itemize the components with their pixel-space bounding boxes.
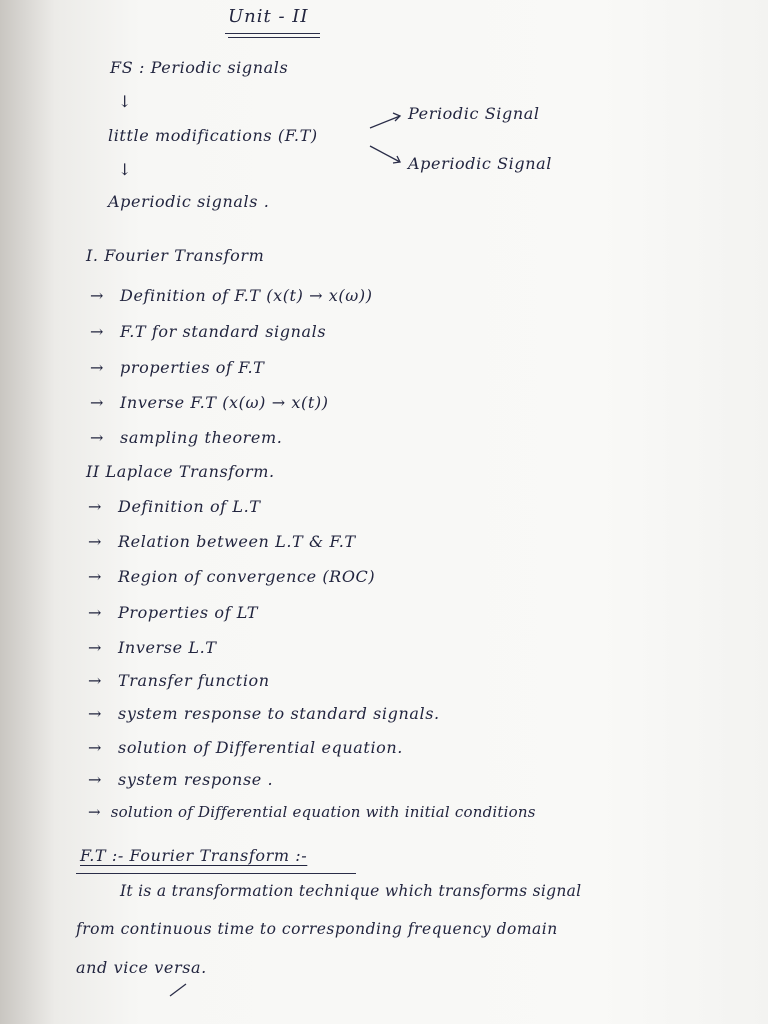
down-arrow-icon: ↓ [118, 92, 133, 111]
section-1-item: → sampling theorem. [90, 428, 283, 447]
arrow-right-icon: → [88, 704, 103, 723]
intro-line-2: little modifications (F.T) [108, 126, 318, 145]
down-arrow-icon-2: ↓ [118, 160, 133, 179]
section-1-item: → properties of F.T [90, 358, 265, 377]
arrow-right-icon: → [88, 603, 103, 622]
section-2-item: → Region of convergence (ROC) [88, 567, 376, 586]
arrow-right-icon: → [88, 638, 103, 657]
section-2-item: → Properties of LT [88, 603, 258, 622]
arrow-right-icon: → [88, 567, 103, 586]
intro-line-3: Aperiodic signals . [108, 192, 270, 211]
section-2-item: → system response . [88, 770, 274, 789]
arrow-right-icon: → [88, 738, 103, 757]
section-1-item: → F.T for standard signals [90, 322, 327, 341]
definition-heading: F.T :- Fourier Transform :- [80, 846, 308, 865]
definition-line-2: from continuous time to corresponding frequency domain [76, 920, 558, 938]
arrow-right-icon: → [88, 770, 103, 789]
section-2-item: → Inverse L.T [88, 638, 217, 657]
section-1-item: → Inverse F.T (x(ω) → x(t)) [90, 393, 329, 412]
page-heading: Unit - II [228, 6, 309, 27]
section-2-item: → Relation between L.T & F.T [88, 532, 356, 551]
arrow-right-icon: → [88, 803, 101, 821]
section-1-item: → Definition of F.T (x(t) → x(ω)) [90, 286, 373, 305]
intro-line-1: FS : Periodic signals [110, 58, 289, 77]
arrow-right-icon: → [90, 428, 105, 447]
arrow-right-icon: → [88, 532, 103, 551]
definition-line-3: and vice versa. [76, 958, 207, 977]
arrow-right-icon: → [90, 322, 105, 341]
branch-aperiodic-label: Aperiodic Signal [408, 154, 552, 173]
arrow-right-icon: → [88, 671, 103, 690]
section-2-item: → system response to standard signals. [88, 704, 440, 723]
section-2-item: → Definition of L.T [88, 497, 261, 516]
arrow-right-icon: → [90, 286, 105, 305]
branch-periodic-label: Periodic Signal [408, 104, 540, 123]
section-2-item: → solution of Differential equation. [88, 738, 403, 757]
arrow-right-icon: → [90, 358, 105, 377]
arrow-right-icon: → [88, 497, 103, 516]
section-2-item: → solution of Differential equation with initial conditions [88, 803, 536, 821]
arrow-right-icon: → [90, 393, 105, 412]
definition-line-1: It is a transformation technique which transforms signal [120, 882, 582, 900]
section-2-item: → Transfer function [88, 671, 270, 690]
section-1-title: I. Fourier Transform [86, 246, 265, 265]
section-2-title: II Laplace Transform. [86, 462, 275, 481]
